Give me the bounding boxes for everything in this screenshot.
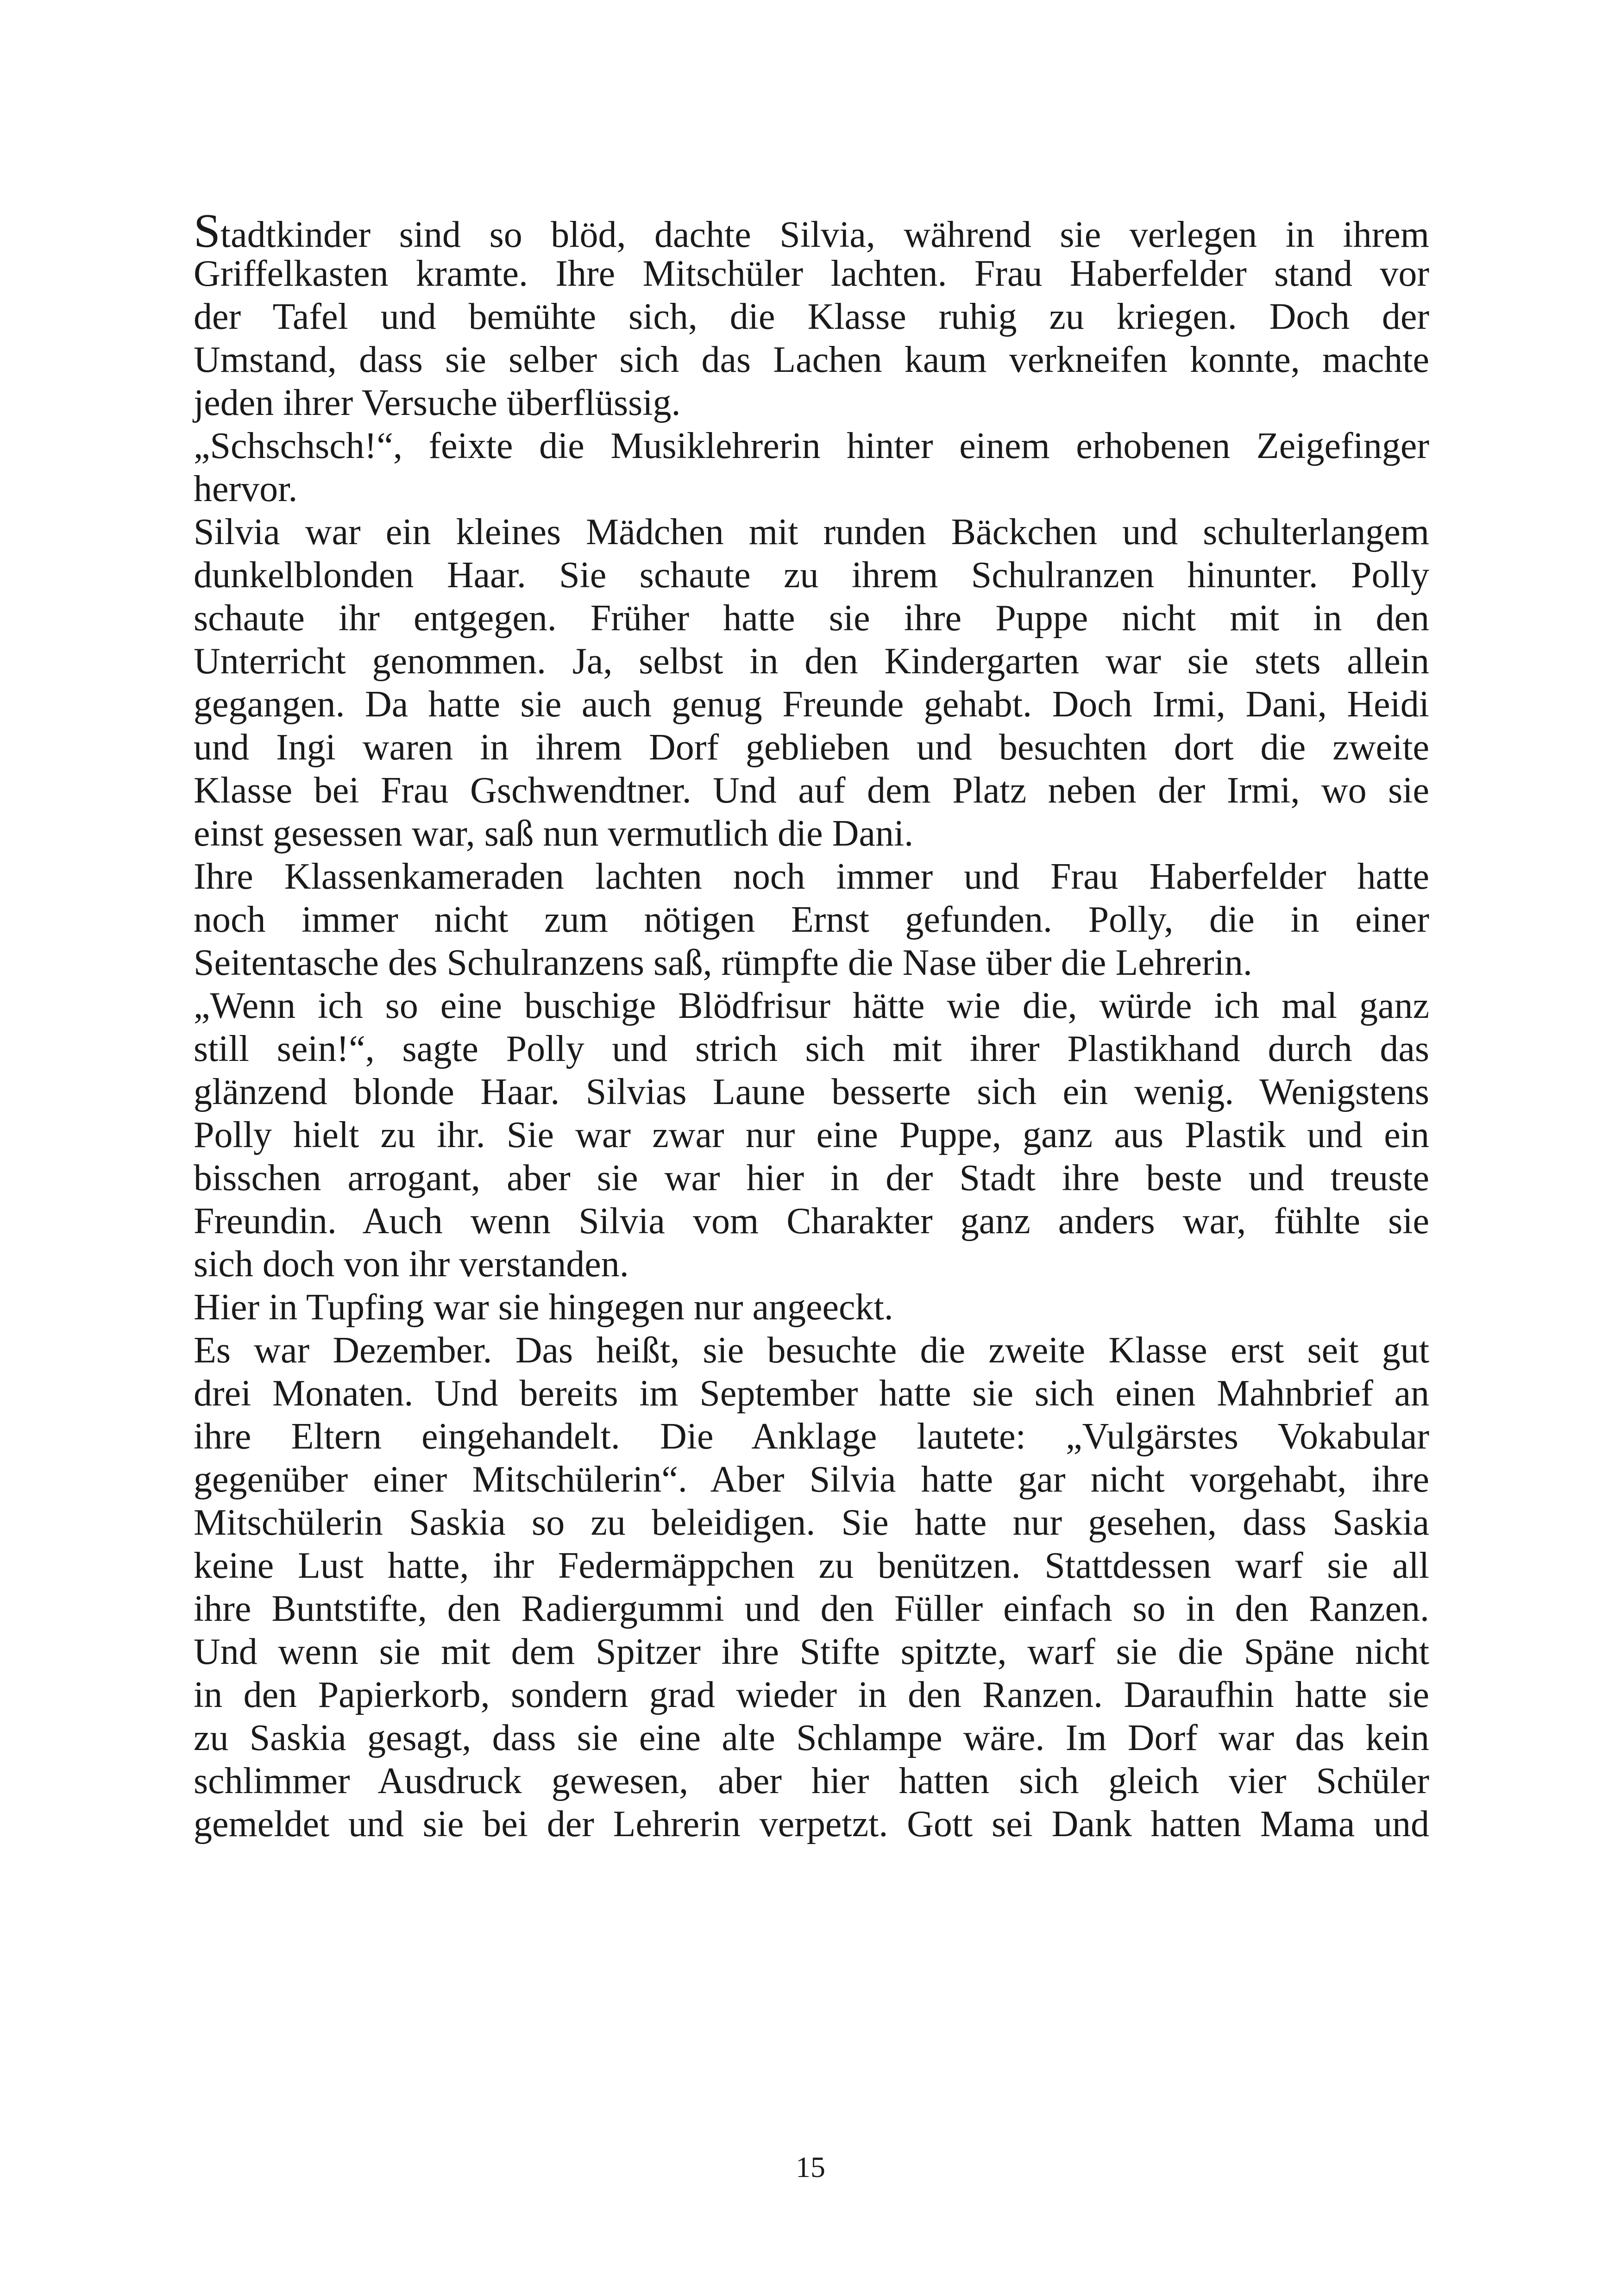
text-line: ihre Buntstifte, den Radiergummi und den Füller einfach so in den Ranzen. [194,1588,1429,1629]
text-line: der Tafel und bemühte sich, die Klasse ruhig zu kriegen. Doch der [194,296,1429,337]
page-number: 15 [796,2151,825,2183]
text-line: Polly hielt zu ihr. Sie war zwar nur eine Puppe, ganz aus Plastik und ein [194,1115,1429,1155]
text-line: Es war Dezember. Das heißt, sie besuchte die zweite Klasse erst seit gut [194,1330,1429,1371]
text-line: schaute ihr entgegen. Früher hatte sie ihre Puppe nicht mit in den [194,598,1429,639]
text-line: Freundin. Auch wenn Silvia vom Charakter ganz anders war, fühlte sie [194,1201,1429,1242]
text-line: zu Saskia gesagt, dass sie eine alte Schlampe wäre. Im Dorf war das kein [194,1718,1429,1758]
text-line: Seitentasche des Schulranzens saß, rümpfte die Nase über die Lehrerin. [194,942,1252,983]
text-line: keine Lust hatte, ihr Federmäppchen zu benützen. Stattdessen warf sie all [194,1545,1429,1586]
text-line: einst gesessen war, saß nun vermutlich die Dani. [194,813,914,854]
text-line: hervor. [194,469,298,509]
text-line: still sein!“, sagte Polly und strich sich mit ihrer Plastikhand durch das [194,1029,1429,1069]
text-line: sich doch von ihr verstanden. [194,1244,629,1285]
text-line: gegangen. Da hatte sie auch genug Freunde gehabt. Doch Irmi, Dani, Heidi [194,684,1429,725]
text-line: Griffelkasten kramte. Ihre Mitschüler lachten. Frau Haberfelder stand vor [194,253,1429,294]
text-line [194,204,1429,257]
text-line: noch immer nicht zum nötigen Ernst gefunden. Polly, die in einer [194,899,1429,940]
text-line: Hier in Tupfing war sie hingegen nur angeeckt. [194,1287,893,1328]
text-line: „Schschsch!“, feixte die Musiklehrerin hinter einem erhobenen Zeigefinger [194,426,1429,466]
text-line: Ihre Klassenkameraden lachten noch immer und Frau Haberfelder hatte [194,856,1429,897]
text-line: Unterricht genommen. Ja, selbst in den Kindergarten war sie stets allein [194,641,1429,682]
text-line: Mitschülerin Saskia so zu beleidigen. Sie hatte nur gesehen, dass Saskia [194,1502,1429,1543]
text-line: Umstand, dass sie selber sich das Lachen kaum verkneifen konnte, machte [194,339,1429,380]
text-line: Klasse bei Frau Gschwendtner. Und auf dem Platz neben der Irmi, wo sie [194,770,1429,811]
body-text [194,204,1429,1846]
text-line: in den Papierkorb, sondern grad wieder in den Ranzen. Daraufhin hatte sie [194,1675,1429,1715]
text-line: jeden ihrer Versuche überflüssig. [194,383,681,423]
initial-letter: S [194,204,220,257]
text-line: Und wenn sie mit dem Spitzer ihre Stifte spitzte, warf sie die Späne nicht [194,1631,1429,1672]
first-line-rest: tadtkinder sind so blöd, dachte Silvia, während sie verlegen in ihrem [220,214,1429,255]
text-line: dunkelblonden Haar. Sie schaute zu ihrem Schulranzen hinunter. Polly [194,555,1429,596]
text-line: ihre Eltern eingehandelt. Die Anklage lautete: „Vulgärstes Vokabular [194,1416,1429,1457]
text-line: bisschen arrogant, aber sie war hier in der Stadt ihre beste und treuste [194,1158,1429,1198]
text-line: schlimmer Ausdruck gewesen, aber hier hatten sich gleich vier Schüler [194,1761,1429,1801]
text-line: gemeldet und sie bei der Lehrerin verpetzt. Gott sei Dank hatten Mama und [194,1804,1429,1844]
text-line: glänzend blonde Haar. Silvias Laune besserte sich ein wenig. Wenigstens [194,1072,1429,1112]
text-line: gegenüber einer Mitschülerin“. Aber Silvia hatte gar nicht vorgehabt, ihre [194,1459,1429,1500]
text-line: Silvia war ein kleines Mädchen mit runden Bäckchen und schulterlangem [194,512,1429,552]
text-line: drei Monaten. Und bereits im September hatte sie sich einen Mahnbrief an [194,1373,1429,1414]
text-line: „Wenn ich so eine buschige Blödfrisur hätte wie die, würde ich mal ganz [194,985,1429,1026]
text-line: und Ingi waren in ihrem Dorf geblieben und besuchten dort die zweite [194,727,1429,768]
